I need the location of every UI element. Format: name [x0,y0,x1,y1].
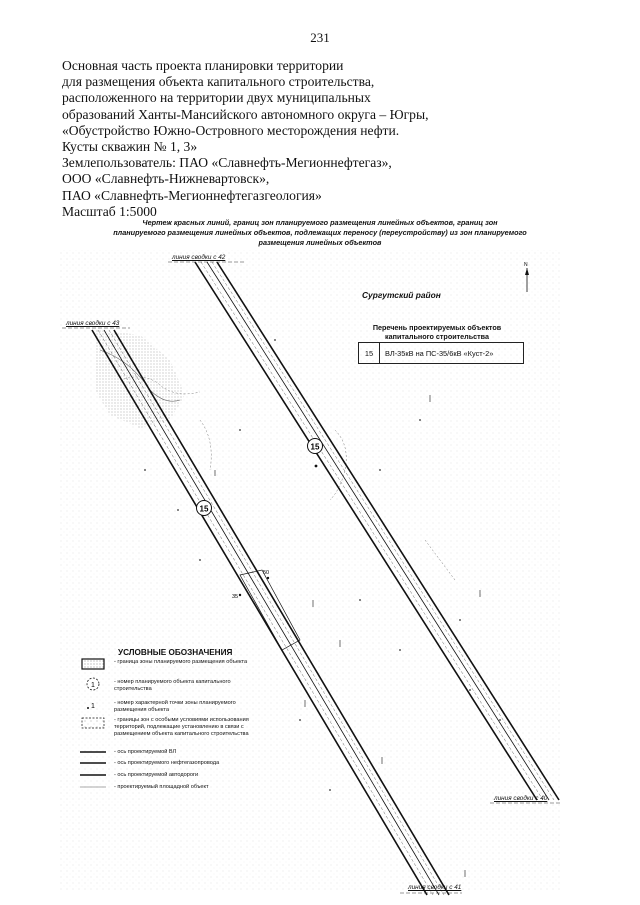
object-marker [308,439,323,454]
object-name-cell: ВЛ-35кВ на ПС-35/6кВ «Куст-2» [385,348,494,358]
drawing-title-line: размещения линейных объектов [258,238,382,247]
point-dot [315,465,318,468]
header-line: Кусты скважин № 1, 3» [62,139,198,155]
object-number-cell: 15 [359,343,380,363]
svg-text:1: 1 [91,703,95,710]
legend-item-text: - проектируемый площадной объект [114,784,209,790]
header-line: расположенного на территории двух муниципальных [62,90,371,106]
drawing-title-line: планируемого размещения линейных объектов, подлежащих переносу (переустройству) из зон планируемого [113,228,527,237]
point-label: 50 [263,570,270,576]
match-line-label-top: линия сводки с 42 [172,254,226,261]
object-marker-label: 15 [310,442,320,452]
legend-item-text: - номер характерной точки зоны планируемого размещения объекта [114,700,236,713]
header-line: образований Ханты-Мансийского автономного округа – Югры, [62,106,429,122]
svg-text:1: 1 [91,682,95,689]
point-dot [239,594,241,596]
scale-label: Масштаб 1:5000 [62,203,157,219]
legend-item-text: - граница зоны планируемого размещения объекта [114,659,248,665]
legend-item-text: - ось проектируемого нефтегазопровода [114,760,220,766]
header-line: Основная часть проекта планировки территории [62,58,344,73]
match-line-label-bottom-right: линия сводки с 40 [494,795,548,802]
object-list-table [358,342,524,364]
drawing-title-line: Чертеж красных линий, границ зон планируемого размещения линейных объектов, границ зон [142,218,498,227]
legend-title: УСЛОВНЫЕ ОБОЗНАЧЕНИЯ [118,648,233,657]
header-line: ПАО «Славнефть-Мегионнефтегазгеология» [62,187,322,203]
legend-item-text: - границы зон с особыми условиями использования территорий, подлежащие установлению в связи с размещением объекта капитального строительства [114,717,249,737]
svg-text:N: N [524,262,528,268]
region-label: Сургутский район [362,290,441,300]
point-dot [267,577,269,579]
object-list-title: Перечень проектируемых объектов капитального строительства [372,323,502,341]
header-line: Землепользователь: ПАО «Славнефть-Мегионнефтегаз», [62,155,392,171]
point-label: 35 [232,594,239,600]
header-line: ООО «Славнефть-Нижневартовск», [62,171,270,187]
match-line-label-left: линия сводки с 43 [66,320,120,327]
header-line: для размещения объекта капитального строительства, [62,74,375,90]
legend-item-text: - ось проектируемой автодороги [114,772,199,778]
page-number: 231 [310,30,330,45]
legend-item-text: - номер планируемого объекта капитального строительства [114,679,231,692]
object-marker-label: 15 [199,504,209,514]
header-line: «Обустройство Южно-Островного месторождения нефти. [62,122,400,138]
match-line-label-bottom: линия сводки с 41 [408,884,462,891]
legend-item-text: - ось проектируемой ВЛ [114,749,177,755]
object-marker [197,501,212,516]
